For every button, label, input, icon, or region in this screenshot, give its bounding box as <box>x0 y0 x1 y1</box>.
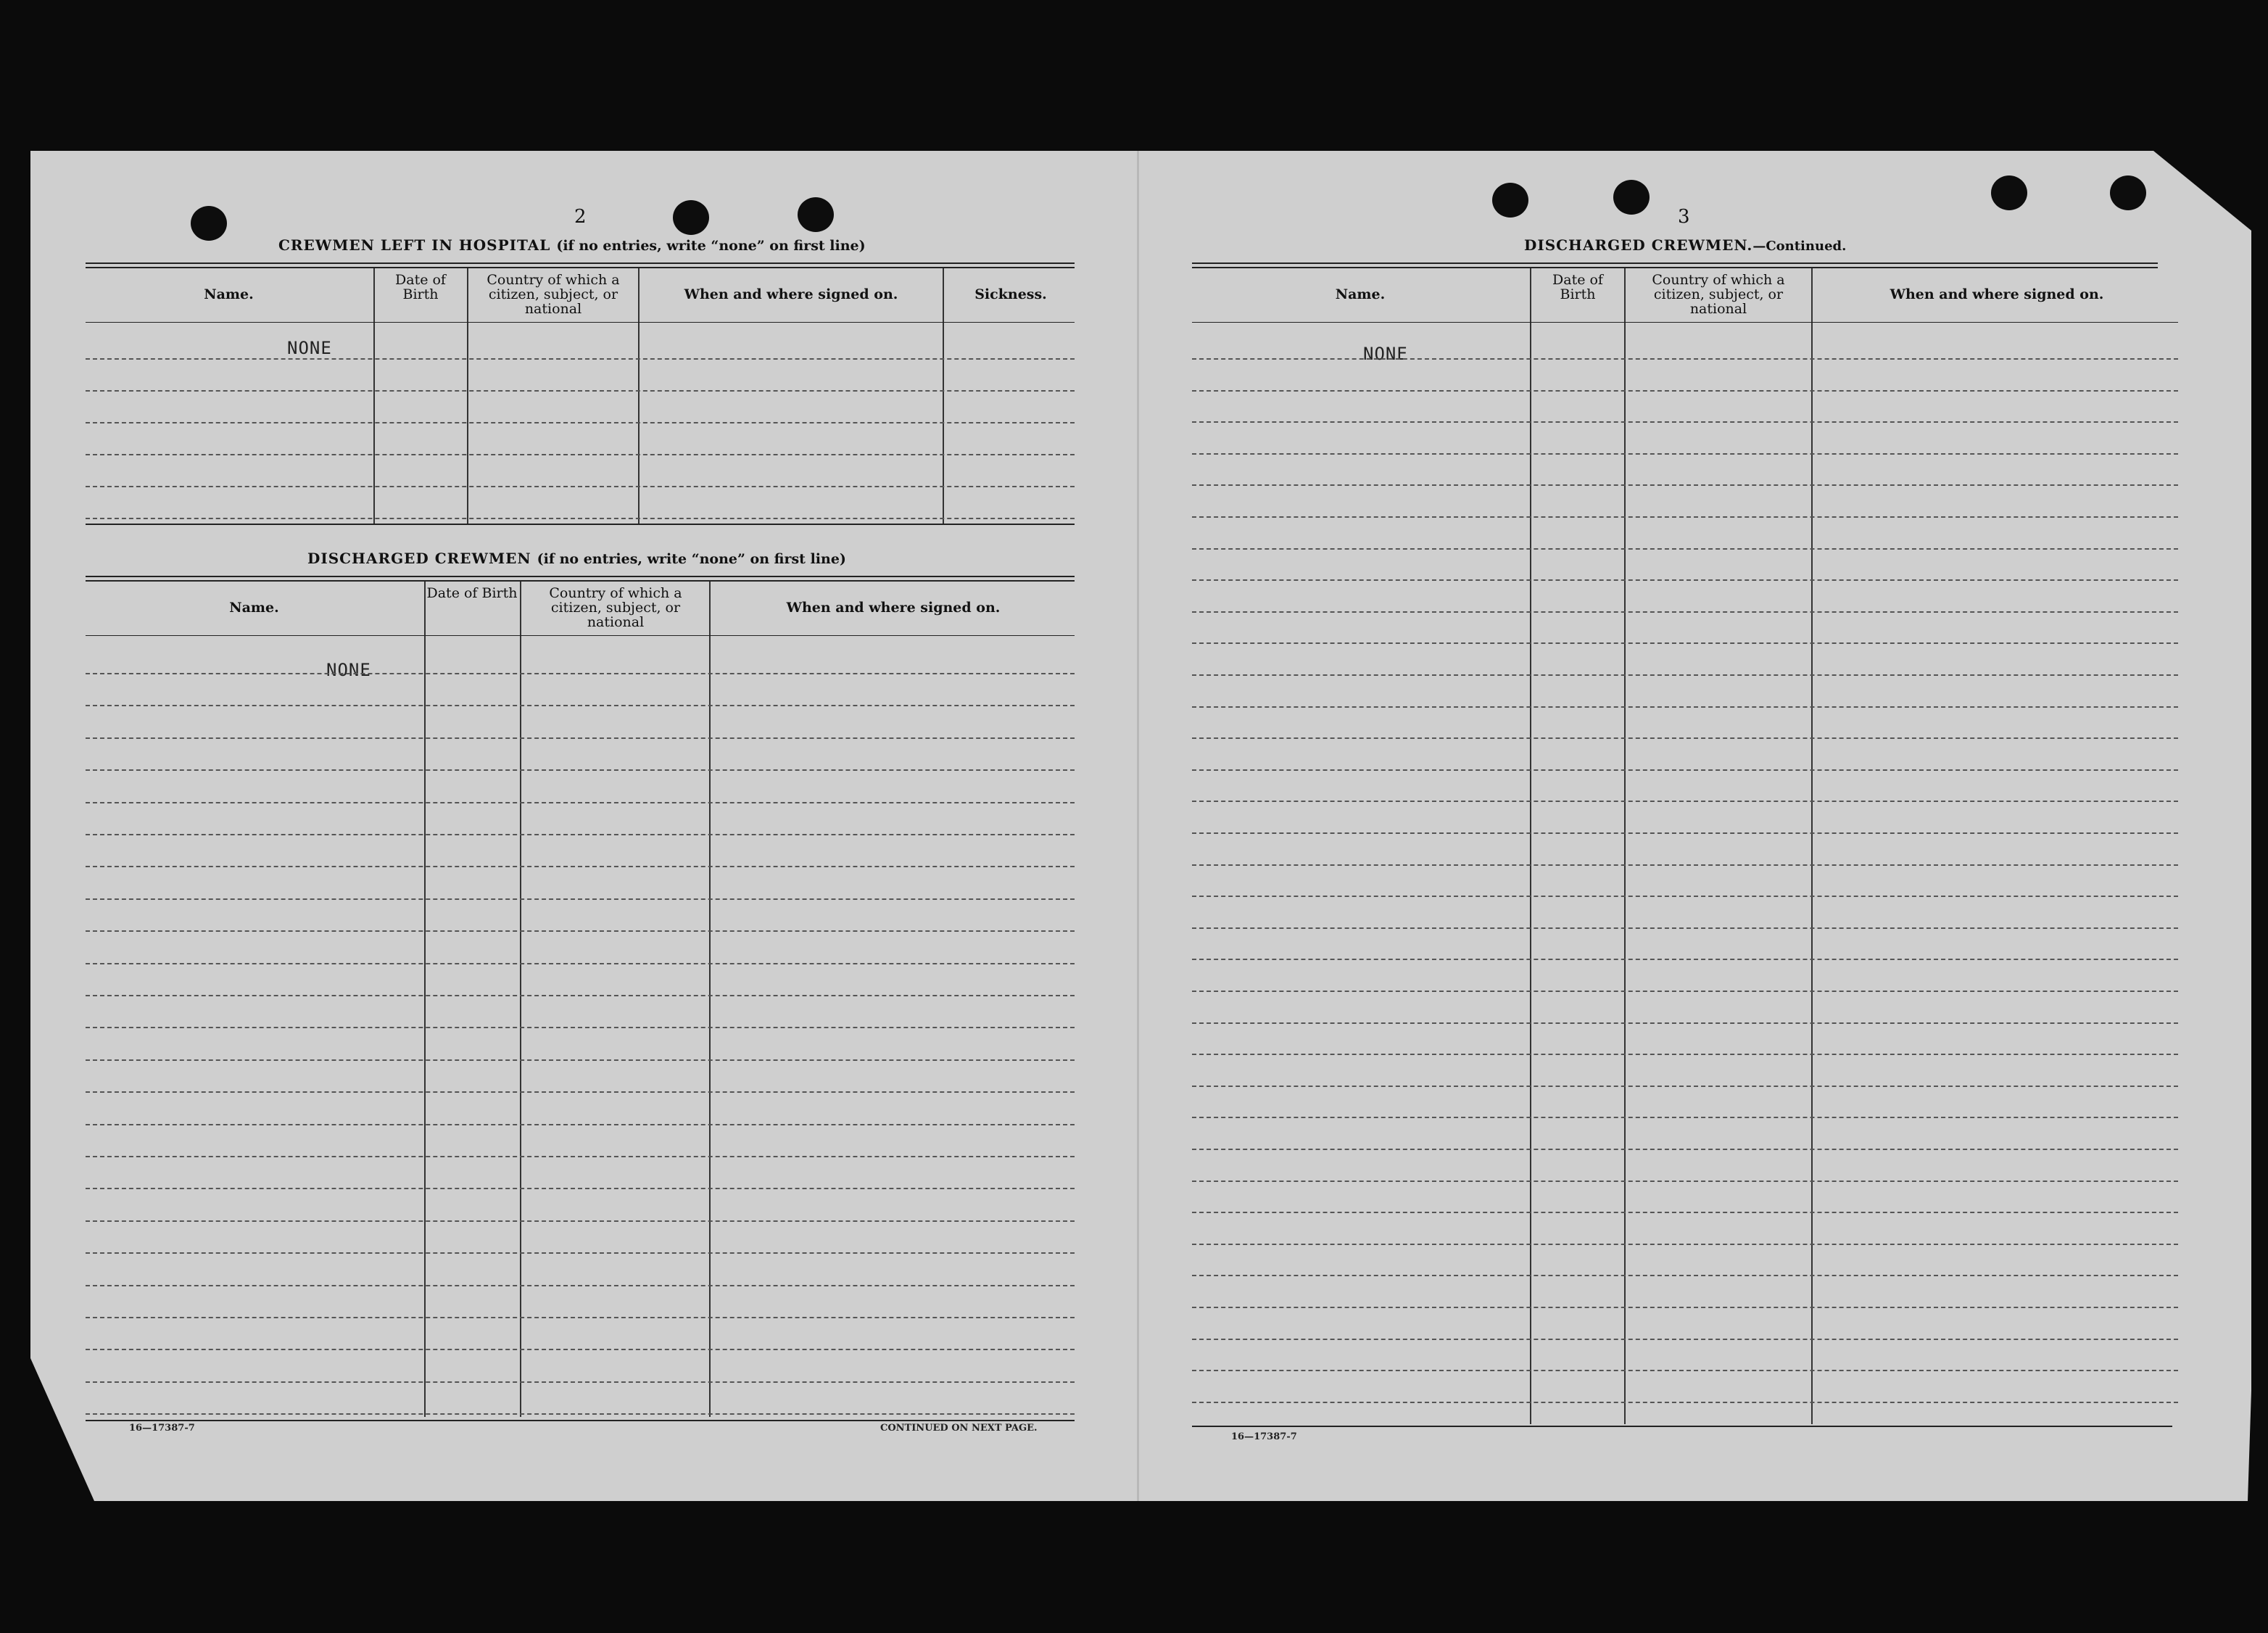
entry-line <box>86 866 1075 867</box>
entry-line <box>86 834 1075 835</box>
column-header-dob: Date of Birth <box>1552 272 1603 302</box>
entry-line <box>1192 516 2178 518</box>
column-header-dob: Date of Birth <box>426 585 518 601</box>
form-number: 16—17387-7 <box>129 1423 195 1434</box>
punch-hole-icon <box>191 206 227 241</box>
entry-line <box>86 454 1075 455</box>
entry-line <box>1192 991 2178 992</box>
column-divider <box>520 582 521 1417</box>
hospital-title-text: CREWMEN LEFT IN HOSPITAL <box>278 236 551 254</box>
entry-line <box>1192 959 2178 960</box>
entry-line <box>1192 896 2178 897</box>
entry-line <box>1192 927 2178 929</box>
entry-line <box>1192 801 2178 802</box>
entry-line <box>1192 737 2178 739</box>
column-header-country: Country of which a citizen, subject, or national <box>549 585 682 630</box>
table-top-rule <box>86 262 1075 264</box>
table-bottom-rule <box>1192 1426 2172 1427</box>
table-top-rule <box>1192 267 2158 268</box>
punch-hole-icon <box>1991 175 2027 210</box>
column-header-signed-on: When and where signed on. <box>684 286 898 302</box>
entry-line <box>86 737 1075 739</box>
entry-line <box>1192 1149 2178 1150</box>
entry-line <box>1192 832 2178 834</box>
discharged-continued-title <box>1524 236 1846 254</box>
punch-hole-icon <box>798 197 834 232</box>
entry-line <box>1192 1402 2178 1403</box>
entry-line <box>1192 1244 2178 1245</box>
column-divider <box>1811 268 1813 1424</box>
entry-line <box>1192 1307 2178 1308</box>
entry-line <box>86 1091 1075 1093</box>
entry-line <box>1192 579 2178 581</box>
entry-line <box>86 518 1075 519</box>
entry-line <box>1192 1212 2178 1213</box>
entry-line <box>86 390 1075 392</box>
table-bottom-rule <box>86 524 1075 525</box>
entry-line <box>1192 674 2178 676</box>
discharged-continued-entry-none: NONE <box>1363 344 1408 364</box>
header-rule <box>86 635 1075 636</box>
punch-hole-icon <box>673 200 709 235</box>
entry-line <box>1192 1117 2178 1118</box>
column-header-sickness: Sickness. <box>974 286 1047 302</box>
entry-line <box>86 769 1075 771</box>
discharged-title-text: DISCHARGED CREWMEN <box>307 550 531 567</box>
entry-line <box>86 1124 1075 1125</box>
column-header-name: Name. <box>1335 286 1386 302</box>
entry-line <box>86 1188 1075 1189</box>
header-rule <box>1192 322 2178 323</box>
entry-line <box>1192 1054 2178 1055</box>
punch-hole-icon <box>1613 180 1650 215</box>
column-header-dob: Date of Birth <box>395 272 446 302</box>
entry-line <box>86 1381 1075 1383</box>
discharged-section-title <box>307 550 846 567</box>
table-top-rule <box>86 580 1075 582</box>
entry-line <box>86 705 1075 706</box>
discharged-continued-text: DISCHARGED CREWMEN. <box>1524 236 1753 254</box>
entry-line <box>86 1252 1075 1254</box>
punch-hole-icon <box>2110 175 2146 210</box>
entry-line <box>86 930 1075 932</box>
entry-line <box>86 1220 1075 1222</box>
entry-line <box>1192 358 2178 360</box>
entry-line <box>1192 548 2178 550</box>
table-top-rule <box>86 267 1075 268</box>
punch-hole-icon <box>1492 183 1528 218</box>
entry-line <box>86 1285 1075 1286</box>
entry-line <box>86 1027 1075 1028</box>
column-header-signed-on: When and where signed on. <box>1890 286 2104 302</box>
discharged-title-note: (if no entries, write “none” on first line) <box>537 551 846 567</box>
entry-line <box>1192 453 2178 455</box>
entry-line <box>86 898 1075 900</box>
hospital-title-note: (if no entries, write “none” on first line) <box>556 238 866 254</box>
column-divider <box>709 582 711 1417</box>
entry-line <box>1192 484 2178 486</box>
entry-line <box>86 963 1075 964</box>
page-number: 2 <box>574 206 587 228</box>
entry-line <box>1192 421 2178 423</box>
entry-line <box>86 995 1075 996</box>
entry-line <box>1192 1370 2178 1371</box>
entry-line <box>86 673 1075 674</box>
entry-line <box>86 358 1075 360</box>
column-header-country: Country of which a citizen, subject, or national <box>487 272 620 317</box>
hospital-section-title <box>278 236 866 254</box>
entry-line <box>1192 1275 2178 1276</box>
form-number: 16—17387-7 <box>1231 1431 1297 1442</box>
entry-line <box>1192 1086 2178 1087</box>
entry-line <box>86 1349 1075 1350</box>
entry-line <box>86 422 1075 423</box>
entry-line <box>1192 1339 2178 1340</box>
entry-line <box>1192 1181 2178 1182</box>
entry-line <box>1192 769 2178 771</box>
column-divider <box>424 582 426 1417</box>
right-page <box>1138 151 2251 1501</box>
entry-line <box>86 1059 1075 1061</box>
entry-line <box>1192 642 2178 644</box>
entry-line <box>86 1156 1075 1157</box>
entry-line <box>1192 611 2178 613</box>
table-top-rule <box>86 576 1075 577</box>
discharged-entry-none: NONE <box>326 660 371 680</box>
entry-line <box>86 802 1075 803</box>
table-bottom-rule <box>86 1420 1075 1421</box>
table-top-rule <box>1192 262 2158 264</box>
header-rule <box>86 322 1075 323</box>
column-divider <box>1624 268 1626 1424</box>
column-header-signed-on: When and where signed on. <box>786 600 1001 616</box>
entry-line <box>86 1317 1075 1318</box>
column-header-name: Name. <box>204 286 254 302</box>
continued-note: CONTINUED ON NEXT PAGE. <box>880 1423 1038 1434</box>
column-divider <box>1530 268 1531 1424</box>
entry-line <box>86 1413 1075 1415</box>
column-header-name: Name. <box>229 600 279 616</box>
page-number: 3 <box>1678 206 1690 228</box>
entry-line <box>86 486 1075 487</box>
left-page <box>30 151 1138 1501</box>
entry-line <box>1192 390 2178 392</box>
page-fold <box>1137 151 1139 1501</box>
hospital-entry-none: NONE <box>287 338 332 358</box>
entry-line <box>1192 864 2178 866</box>
column-header-country: Country of which a citizen, subject, or national <box>1652 272 1785 317</box>
entry-line <box>1192 1022 2178 1024</box>
continued-suffix: —Continued. <box>1752 239 1847 254</box>
entry-line <box>1192 706 2178 708</box>
